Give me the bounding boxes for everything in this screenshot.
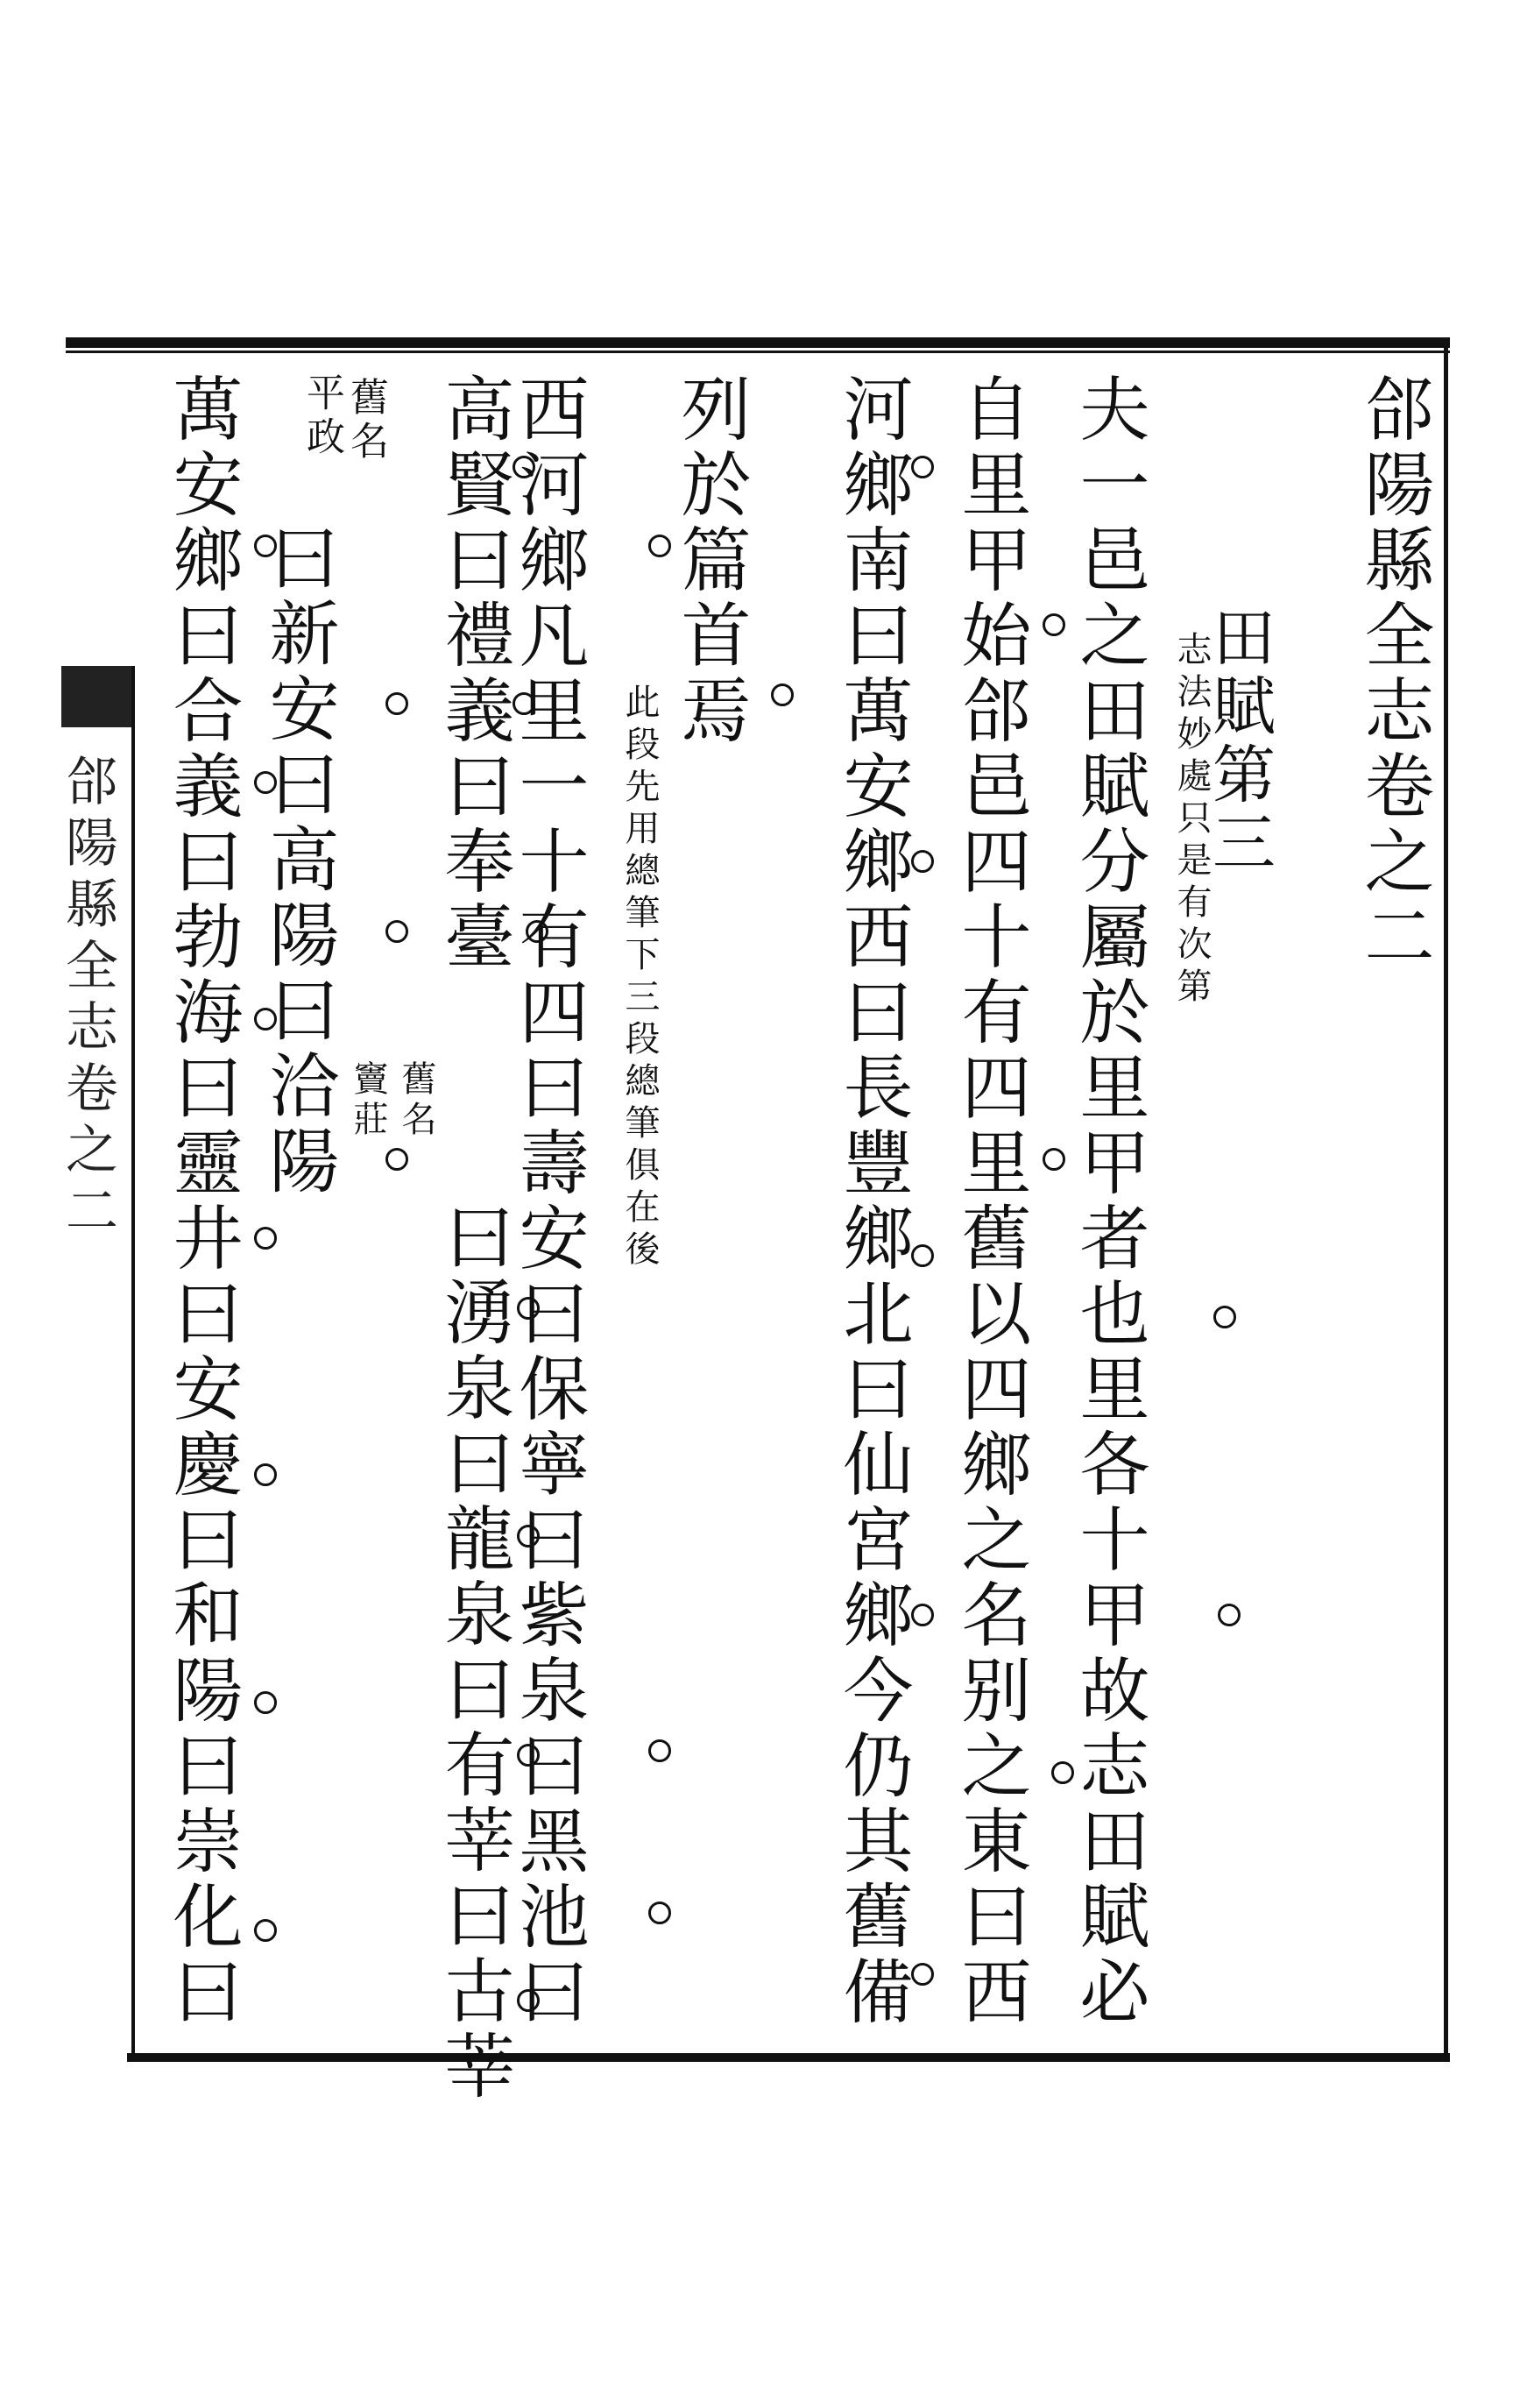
top-border-rule [66,337,1450,348]
punctuation-circle-mark [517,1989,540,2012]
punctuation-circle-mark [911,1963,934,1986]
text-column-4: 列於篇首焉 [669,372,751,749]
punctuation-circle-mark [1218,1604,1241,1626]
punctuation-circle-mark [254,1008,277,1030]
text-column-1: 夫一邑之田賦分屬於里甲者也里各十甲故志田賦必 [1068,372,1149,2030]
spine-text: 郃陽縣全志卷之二 [57,754,118,1244]
text-column-8: 萬安鄉曰合義曰勃海曰靈井曰安慶曰和陽曰崇化曰 [161,372,243,2030]
right-border-rule [1444,337,1448,2059]
punctuation-circle-mark [911,1604,934,1626]
text-column-6: 高賢曰禮義曰奉臺 [433,372,514,975]
punctuation-circle-mark [1043,613,1065,636]
punctuation-circle-mark [771,683,794,706]
punctuation-circle-mark [1051,1761,1074,1784]
punctuation-circle-mark [911,456,934,478]
punctuation-circle-mark [526,920,548,943]
punctuation-circle-mark [254,1919,277,1942]
punctuation-circle-mark [254,1463,277,1486]
punctuation-circle-mark [385,692,408,715]
top-border-rule-inner [66,351,1450,353]
punctuation-circle-mark [385,920,408,943]
annotation-old-name: 舊名 [396,1060,436,1141]
text-column-7: 曰新安曰高陽曰洽陽 [258,521,339,1200]
punctuation-circle-mark [254,535,277,557]
punctuation-circle-mark [513,456,535,478]
text-column-2: 自里甲始郃邑四十有四里舊以四鄉之名别之東曰西 [950,372,1031,2030]
punctuation-circle-mark [254,1691,277,1714]
punctuation-circle-mark [1043,1148,1065,1171]
punctuation-circle-mark [648,535,671,557]
annotation-old-name-2: 舊名 [343,377,388,464]
text-column-5: 西河鄉凡里一十有四曰壽安曰保寧曰紫泉曰黑池曰 [507,372,589,2030]
punctuation-circle-mark [648,1739,671,1762]
punctuation-circle-mark [911,850,934,873]
bottom-border-rule [127,2053,1450,2062]
punctuation-circle-mark [254,771,277,794]
punctuation-circle-mark [517,1525,540,1547]
punctuation-circle-mark [254,1227,277,1250]
punctuation-circle-mark [517,1744,540,1767]
punctuation-circle-mark [517,1297,540,1320]
left-border-rule [131,666,135,2059]
annotation-old-name-value: 竇莊 [348,1060,388,1141]
text-column-6-continued: 曰湧泉曰龍泉曰有莘曰古莘 [433,1200,514,2105]
text-column-3: 河鄉南曰萬安鄉西曰長豐鄉北曰仙宮鄉今仍其舊備 [831,372,913,2030]
volume-title: 郃陽縣全志卷之二 [1353,372,1434,975]
punctuation-circle-mark [648,1902,671,1924]
punctuation-circle-mark [513,692,535,715]
commentary-note-top: 志法妙處只是有次第 [1171,631,1212,1009]
section-title: 田賦第三 [1202,605,1276,878]
punctuation-circle-mark [1213,1306,1236,1328]
annotation-old-name-2-value: 平政 [300,372,344,460]
punctuation-circle-mark [385,1148,408,1171]
punctuation-circle-mark [911,1244,934,1267]
commentary-note-mid: 此段先用總筆下三段總筆俱在後 [619,683,660,1272]
spine-fishtail-mark [61,666,131,727]
